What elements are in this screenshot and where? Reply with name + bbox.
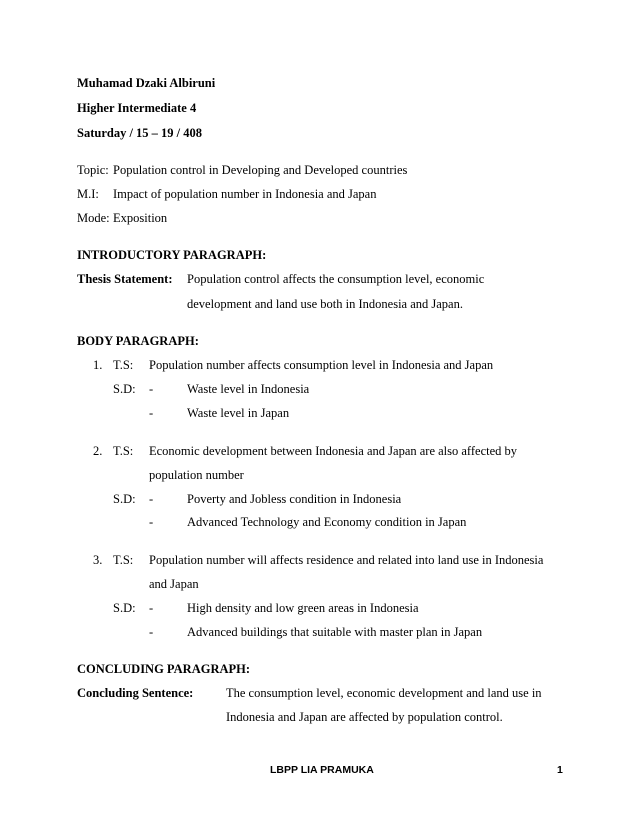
sd-bullet: - — [149, 492, 154, 506]
sd-point: Advanced Technology and Economy condition in Japan — [187, 515, 467, 529]
sd-bullet: - — [149, 382, 154, 396]
ts-line: Population number will affects residence and related into land use in Indonesia — [149, 553, 544, 567]
body-item-number: 3. — [93, 553, 103, 567]
thesis-line-1: Population control affects the consumption level, economic — [187, 272, 485, 286]
sd-bullet: - — [149, 601, 154, 615]
ts-line: Economic development between Indonesia and Japan are also affected by — [149, 444, 518, 458]
sd-point: High density and low green areas in Indonesia — [187, 601, 419, 615]
mi-value: Impact of population number in Indonesia and Japan — [113, 187, 377, 201]
sd-label: S.D: — [113, 382, 136, 396]
concluding-label: Concluding Sentence: — [77, 686, 194, 700]
sd-point: Advanced buildings that suitable with master plan in Japan — [187, 625, 483, 639]
ts-label: T.S: — [113, 444, 134, 458]
thesis-line-2: development and land use both in Indonesia and Japan. — [187, 297, 463, 311]
sd-label: S.D: — [113, 601, 136, 615]
ts-line: Population number affects consumption level in Indonesia and Japan — [149, 358, 494, 372]
ts-line: population number — [149, 468, 244, 482]
body-heading: BODY PARAGRAPH: — [77, 334, 199, 348]
sd-bullet: - — [149, 515, 154, 529]
body-item-number: 1. — [93, 358, 103, 372]
intro-heading: INTRODUCTORY PARAGRAPH: — [77, 248, 267, 262]
page-number: 1 — [557, 764, 563, 776]
sd-bullet: - — [149, 406, 154, 420]
ts-label: T.S: — [113, 553, 134, 567]
class-schedule: Saturday / 15 – 19 / 408 — [77, 126, 203, 140]
sd-label: S.D: — [113, 492, 136, 506]
mode-value: Exposition — [113, 211, 168, 225]
concluding-line-2: Indonesia and Japan are affected by population control. — [226, 710, 503, 724]
class-level: Higher Intermediate 4 — [77, 101, 197, 115]
body-item-number: 2. — [93, 444, 103, 458]
topic-value: Population control in Developing and Developed countries — [113, 163, 408, 177]
mode-label: Mode: — [77, 211, 110, 225]
ts-line: and Japan — [149, 577, 199, 591]
footer-institution: LBPP LIA PRAMUKA — [270, 764, 374, 776]
sd-point: Waste level in Japan — [187, 406, 290, 420]
student-name: Muhamad Dzaki Albiruni — [77, 76, 216, 90]
sd-bullet: - — [149, 625, 154, 639]
sd-point: Poverty and Jobless condition in Indonesia — [187, 492, 402, 506]
thesis-label: Thesis Statement: — [77, 272, 173, 286]
sd-point: Waste level in Indonesia — [187, 382, 310, 396]
concluding-line-1: The consumption level, economic development and land use in — [226, 686, 542, 700]
topic-label: Topic: — [77, 163, 109, 177]
conclusion-heading: CONCLUDING PARAGRAPH: — [77, 662, 251, 676]
mi-label: M.I: — [77, 187, 99, 201]
ts-label: T.S: — [113, 358, 134, 372]
